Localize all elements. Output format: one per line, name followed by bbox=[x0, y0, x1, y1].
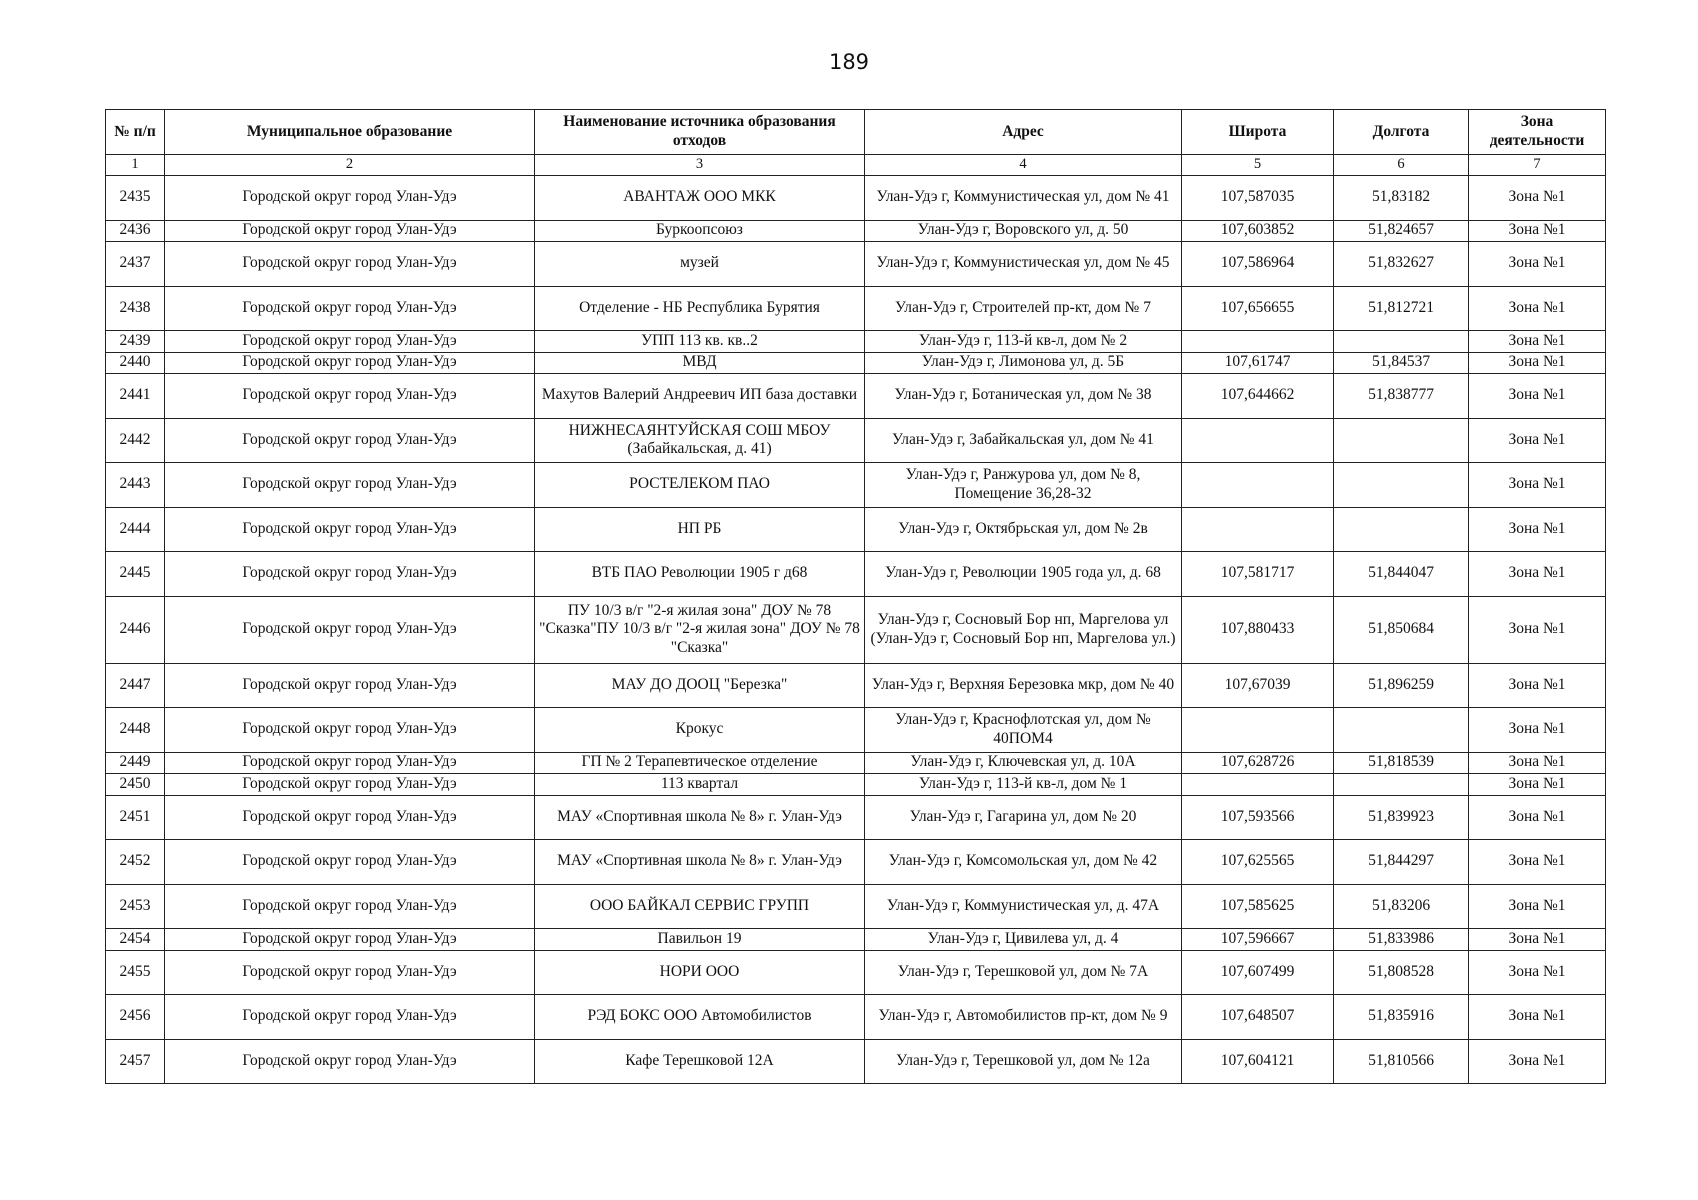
cell-row-number: 2453 bbox=[106, 884, 165, 929]
cell-municipality: Городской округ город Улан-Удэ bbox=[165, 463, 535, 508]
cell-longitude bbox=[1334, 331, 1469, 353]
cell-zone: Зона №1 bbox=[1469, 220, 1606, 242]
cell-waste-source: Павильон 19 bbox=[535, 929, 865, 951]
table-row bbox=[106, 374, 1606, 419]
cell-municipality: Городской округ город Улан-Удэ bbox=[165, 884, 535, 929]
cell-zone: Зона №1 bbox=[1469, 840, 1606, 885]
cell-address: Улан-Удэ г, Революции 1905 года ул, д. 68 bbox=[865, 552, 1182, 597]
cell-latitude: 107,585625 bbox=[1182, 884, 1334, 929]
cell-latitude: 107,586964 bbox=[1182, 242, 1334, 287]
cell-latitude bbox=[1182, 331, 1334, 353]
cell-row-number: 2454 bbox=[106, 929, 165, 951]
cell-municipality: Городской округ город Улан-Удэ bbox=[165, 1039, 535, 1084]
table-row bbox=[106, 929, 1606, 951]
header-row bbox=[106, 110, 1606, 155]
cell-longitude bbox=[1334, 418, 1469, 463]
cell-longitude: 51,810566 bbox=[1334, 1039, 1469, 1084]
cell-longitude: 51,839923 bbox=[1334, 795, 1469, 840]
cell-address: Улан-Удэ г, 113-й кв-л, дом № 2 bbox=[865, 331, 1182, 353]
cell-zone: Зона №1 bbox=[1469, 596, 1606, 663]
table-row bbox=[106, 507, 1606, 552]
cell-latitude: 107,67039 bbox=[1182, 663, 1334, 708]
cell-longitude: 51,824657 bbox=[1334, 220, 1469, 242]
cell-latitude bbox=[1182, 507, 1334, 552]
cell-row-number: 2438 bbox=[106, 286, 165, 331]
cell-row-number: 2456 bbox=[106, 995, 165, 1040]
col-header-address: Адрес bbox=[865, 110, 1182, 155]
table-row bbox=[106, 176, 1606, 221]
cell-zone: Зона №1 bbox=[1469, 352, 1606, 374]
cell-zone: Зона №1 bbox=[1469, 1039, 1606, 1084]
cell-municipality: Городской округ город Улан-Удэ bbox=[165, 663, 535, 708]
cell-waste-source: ГП № 2 Терапевтическое отделение bbox=[535, 752, 865, 774]
cell-longitude: 51,83182 bbox=[1334, 176, 1469, 221]
cell-longitude: 51,833986 bbox=[1334, 929, 1469, 951]
cell-waste-source: Махутов Валерий Андреевич ИП база доставки bbox=[535, 374, 865, 419]
table-row bbox=[106, 995, 1606, 1040]
cell-longitude bbox=[1334, 774, 1469, 796]
cell-latitude: 107,61747 bbox=[1182, 352, 1334, 374]
cell-waste-source: МАУ ДО ДООЦ "Березка" bbox=[535, 663, 865, 708]
cell-address: Улан-Удэ г, Коммунистическая ул, дом № 41 bbox=[865, 176, 1182, 221]
cell-municipality: Городской округ город Улан-Удэ bbox=[165, 995, 535, 1040]
cell-municipality: Городской округ город Улан-Удэ bbox=[165, 708, 535, 753]
col-header-municipality: Муниципальное образование bbox=[165, 110, 535, 155]
cell-row-number: 2455 bbox=[106, 950, 165, 995]
cell-waste-source: ВТБ ПАО Революции 1905 г д68 bbox=[535, 552, 865, 597]
cell-longitude: 51,835916 bbox=[1334, 995, 1469, 1040]
cell-municipality: Городской округ город Улан-Удэ bbox=[165, 929, 535, 951]
cell-latitude: 107,656655 bbox=[1182, 286, 1334, 331]
table-row bbox=[106, 352, 1606, 374]
cell-row-number: 2442 bbox=[106, 418, 165, 463]
cell-address: Улан-Удэ г, Забайкальская ул, дом № 41 bbox=[865, 418, 1182, 463]
cell-zone: Зона №1 bbox=[1469, 552, 1606, 597]
cell-zone: Зона №1 bbox=[1469, 418, 1606, 463]
table-row bbox=[106, 463, 1606, 508]
col-header-longitude: Долгота bbox=[1334, 110, 1469, 155]
col-header-number: № п/п bbox=[106, 110, 165, 155]
cell-longitude: 51,896259 bbox=[1334, 663, 1469, 708]
cell-zone: Зона №1 bbox=[1469, 507, 1606, 552]
cell-row-number: 2439 bbox=[106, 331, 165, 353]
cell-municipality: Городской округ город Улан-Удэ bbox=[165, 840, 535, 885]
cell-address: Улан-Удэ г, Строителей пр-кт, дом № 7 bbox=[865, 286, 1182, 331]
cell-row-number: 2450 bbox=[106, 774, 165, 796]
cell-municipality: Городской округ город Улан-Удэ bbox=[165, 242, 535, 287]
col-header-zone: Зона деятельности bbox=[1469, 110, 1606, 155]
column-number: 2 bbox=[165, 155, 535, 176]
cell-municipality: Городской округ город Улан-Удэ bbox=[165, 507, 535, 552]
cell-municipality: Городской округ город Улан-Удэ bbox=[165, 552, 535, 597]
cell-address: Улан-Удэ г, Цивилева ул, д. 4 bbox=[865, 929, 1182, 951]
cell-row-number: 2444 bbox=[106, 507, 165, 552]
cell-row-number: 2449 bbox=[106, 752, 165, 774]
cell-municipality: Городской округ город Улан-Удэ bbox=[165, 596, 535, 663]
cell-row-number: 2447 bbox=[106, 663, 165, 708]
cell-address: Улан-Удэ г, Ранжурова ул, дом № 8, Помещение 36,28-32 bbox=[865, 463, 1182, 508]
cell-zone: Зона №1 bbox=[1469, 795, 1606, 840]
cell-zone: Зона №1 bbox=[1469, 331, 1606, 353]
cell-zone: Зона №1 bbox=[1469, 176, 1606, 221]
cell-row-number: 2443 bbox=[106, 463, 165, 508]
cell-municipality: Городской округ город Улан-Удэ bbox=[165, 176, 535, 221]
cell-row-number: 2440 bbox=[106, 352, 165, 374]
table-row bbox=[106, 220, 1606, 242]
column-number: 7 bbox=[1469, 155, 1606, 176]
waste-sources-table bbox=[105, 109, 1606, 1084]
cell-longitude: 51,844047 bbox=[1334, 552, 1469, 597]
table-row bbox=[106, 286, 1606, 331]
cell-latitude bbox=[1182, 774, 1334, 796]
cell-municipality: Городской округ город Улан-Удэ bbox=[165, 331, 535, 353]
table-row bbox=[106, 752, 1606, 774]
cell-waste-source: АВАНТАЖ ООО МКК bbox=[535, 176, 865, 221]
cell-address: Улан-Удэ г, Октябрьская ул, дом № 2в bbox=[865, 507, 1182, 552]
cell-waste-source: РЭД БОКС ООО Автомобилистов bbox=[535, 995, 865, 1040]
cell-waste-source: НИЖНЕСАЯНТУЙСКАЯ СОШ МБОУ (Забайкальская, д. 41) bbox=[535, 418, 865, 463]
cell-row-number: 2435 bbox=[106, 176, 165, 221]
table-row bbox=[106, 242, 1606, 287]
cell-address: Улан-Удэ г, Краснофлотская ул, дом № 40ПОМ4 bbox=[865, 708, 1182, 753]
cell-zone: Зона №1 bbox=[1469, 463, 1606, 508]
table-body bbox=[106, 176, 1606, 1084]
table-row bbox=[106, 950, 1606, 995]
cell-row-number: 2436 bbox=[106, 220, 165, 242]
cell-row-number: 2441 bbox=[106, 374, 165, 419]
cell-longitude: 51,838777 bbox=[1334, 374, 1469, 419]
cell-longitude: 51,808528 bbox=[1334, 950, 1469, 995]
cell-municipality: Городской округ город Улан-Удэ bbox=[165, 286, 535, 331]
cell-longitude bbox=[1334, 708, 1469, 753]
table-row bbox=[106, 795, 1606, 840]
cell-municipality: Городской округ город Улан-Удэ bbox=[165, 352, 535, 374]
cell-waste-source: МВД bbox=[535, 352, 865, 374]
cell-latitude bbox=[1182, 463, 1334, 508]
cell-zone: Зона №1 bbox=[1469, 708, 1606, 753]
cell-zone: Зона №1 bbox=[1469, 929, 1606, 951]
cell-address: Улан-Удэ г, Сосновый Бор нп, Маргелова ул (Улан-Удэ г, Сосновый Бор нп, Маргелова ул.) bbox=[865, 596, 1182, 663]
col-header-source: Наименование источника образования отходов bbox=[535, 110, 865, 155]
table-row bbox=[106, 708, 1606, 753]
cell-longitude: 51,812721 bbox=[1334, 286, 1469, 331]
column-number: 3 bbox=[535, 155, 865, 176]
cell-zone: Зона №1 bbox=[1469, 752, 1606, 774]
cell-longitude: 51,83206 bbox=[1334, 884, 1469, 929]
cell-municipality: Городской округ город Улан-Удэ bbox=[165, 418, 535, 463]
cell-row-number: 2446 bbox=[106, 596, 165, 663]
cell-municipality: Городской округ город Улан-Удэ bbox=[165, 774, 535, 796]
cell-zone: Зона №1 bbox=[1469, 374, 1606, 419]
column-number: 5 bbox=[1182, 155, 1334, 176]
column-number-row bbox=[106, 155, 1606, 176]
cell-longitude: 51,850684 bbox=[1334, 596, 1469, 663]
cell-row-number: 2452 bbox=[106, 840, 165, 885]
table-row bbox=[106, 331, 1606, 353]
cell-row-number: 2457 bbox=[106, 1039, 165, 1084]
cell-municipality: Городской округ город Улан-Удэ bbox=[165, 374, 535, 419]
cell-address: Улан-Удэ г, Автомобилистов пр-кт, дом № 9 bbox=[865, 995, 1182, 1040]
cell-waste-source: РОСТЕЛЕКОМ ПАО bbox=[535, 463, 865, 508]
cell-address: Улан-Удэ г, Комсомольская ул, дом № 42 bbox=[865, 840, 1182, 885]
cell-waste-source: 113 квартал bbox=[535, 774, 865, 796]
cell-latitude: 107,581717 bbox=[1182, 552, 1334, 597]
page-number: 189 bbox=[828, 50, 870, 74]
cell-waste-source: НОРИ ООО bbox=[535, 950, 865, 995]
cell-address: Улан-Удэ г, Гагарина ул, дом № 20 bbox=[865, 795, 1182, 840]
table-row bbox=[106, 418, 1606, 463]
cell-latitude: 107,607499 bbox=[1182, 950, 1334, 995]
cell-waste-source: МАУ «Спортивная школа № 8» г. Улан-Удэ bbox=[535, 795, 865, 840]
cell-latitude: 107,593566 bbox=[1182, 795, 1334, 840]
cell-longitude: 51,818539 bbox=[1334, 752, 1469, 774]
cell-municipality: Городской округ город Улан-Удэ bbox=[165, 752, 535, 774]
cell-address: Улан-Удэ г, Терешковой ул, дом № 12а bbox=[865, 1039, 1182, 1084]
table-row bbox=[106, 552, 1606, 597]
cell-municipality: Городской округ город Улан-Удэ bbox=[165, 795, 535, 840]
cell-waste-source: музей bbox=[535, 242, 865, 287]
cell-zone: Зона №1 bbox=[1469, 663, 1606, 708]
cell-row-number: 2448 bbox=[106, 708, 165, 753]
cell-waste-source: ООО БАЙКАЛ СЕРВИС ГРУПП bbox=[535, 884, 865, 929]
col-header-latitude: Широта bbox=[1182, 110, 1334, 155]
cell-waste-source: Буркоопсоюз bbox=[535, 220, 865, 242]
cell-longitude bbox=[1334, 463, 1469, 508]
cell-latitude: 107,587035 bbox=[1182, 176, 1334, 221]
cell-zone: Зона №1 bbox=[1469, 286, 1606, 331]
cell-latitude: 107,644662 bbox=[1182, 374, 1334, 419]
cell-longitude: 51,844297 bbox=[1334, 840, 1469, 885]
column-number: 1 bbox=[106, 155, 165, 176]
cell-row-number: 2445 bbox=[106, 552, 165, 597]
cell-municipality: Городской округ город Улан-Удэ bbox=[165, 950, 535, 995]
table-row bbox=[106, 596, 1606, 663]
cell-address: Улан-Удэ г, Воровского ул, д. 50 bbox=[865, 220, 1182, 242]
cell-address: Улан-Удэ г, Верхняя Березовка мкр, дом № 40 bbox=[865, 663, 1182, 708]
cell-zone: Зона №1 bbox=[1469, 884, 1606, 929]
cell-latitude: 107,604121 bbox=[1182, 1039, 1334, 1084]
cell-address: Улан-Удэ г, Терешковой ул, дом № 7А bbox=[865, 950, 1182, 995]
table-row bbox=[106, 1039, 1606, 1084]
cell-longitude: 51,832627 bbox=[1334, 242, 1469, 287]
table-row bbox=[106, 774, 1606, 796]
column-number: 4 bbox=[865, 155, 1182, 176]
cell-row-number: 2437 bbox=[106, 242, 165, 287]
cell-zone: Зона №1 bbox=[1469, 774, 1606, 796]
cell-address: Улан-Удэ г, Коммунистическая ул, д. 47А bbox=[865, 884, 1182, 929]
cell-waste-source: НП РБ bbox=[535, 507, 865, 552]
cell-waste-source: Отделение - НБ Республика Бурятия bbox=[535, 286, 865, 331]
cell-waste-source: УПП 113 кв. кв..2 bbox=[535, 331, 865, 353]
cell-zone: Зона №1 bbox=[1469, 995, 1606, 1040]
cell-latitude bbox=[1182, 708, 1334, 753]
cell-waste-source: Кафе Терешковой 12А bbox=[535, 1039, 865, 1084]
cell-address: Улан-Удэ г, Ботаническая ул, дом № 38 bbox=[865, 374, 1182, 419]
cell-zone: Зона №1 bbox=[1469, 950, 1606, 995]
cell-latitude: 107,603852 bbox=[1182, 220, 1334, 242]
cell-address: Улан-Удэ г, Коммунистическая ул, дом № 45 bbox=[865, 242, 1182, 287]
cell-latitude: 107,628726 bbox=[1182, 752, 1334, 774]
table-row bbox=[106, 884, 1606, 929]
cell-longitude bbox=[1334, 507, 1469, 552]
cell-waste-source: Крокус bbox=[535, 708, 865, 753]
cell-address: Улан-Удэ г, Лимонова ул, д. 5Б bbox=[865, 352, 1182, 374]
cell-waste-source: МАУ «Спортивная школа № 8» г. Улан-Удэ bbox=[535, 840, 865, 885]
cell-longitude: 51,84537 bbox=[1334, 352, 1469, 374]
cell-latitude: 107,648507 bbox=[1182, 995, 1334, 1040]
cell-latitude: 107,880433 bbox=[1182, 596, 1334, 663]
cell-latitude bbox=[1182, 418, 1334, 463]
cell-row-number: 2451 bbox=[106, 795, 165, 840]
cell-latitude: 107,596667 bbox=[1182, 929, 1334, 951]
cell-zone: Зона №1 bbox=[1469, 242, 1606, 287]
cell-municipality: Городской округ город Улан-Удэ bbox=[165, 220, 535, 242]
cell-address: Улан-Удэ г, Ключевская ул, д. 10А bbox=[865, 752, 1182, 774]
table-row bbox=[106, 840, 1606, 885]
cell-waste-source: ПУ 10/3 в/г "2-я жилая зона" ДОУ № 78 "Сказка"ПУ 10/3 в/г "2-я жилая зона" ДОУ № 78 "Сказка" bbox=[535, 596, 865, 663]
column-number: 6 bbox=[1334, 155, 1469, 176]
table-row bbox=[106, 663, 1606, 708]
cell-latitude: 107,625565 bbox=[1182, 840, 1334, 885]
cell-address: Улан-Удэ г, 113-й кв-л, дом № 1 bbox=[865, 774, 1182, 796]
